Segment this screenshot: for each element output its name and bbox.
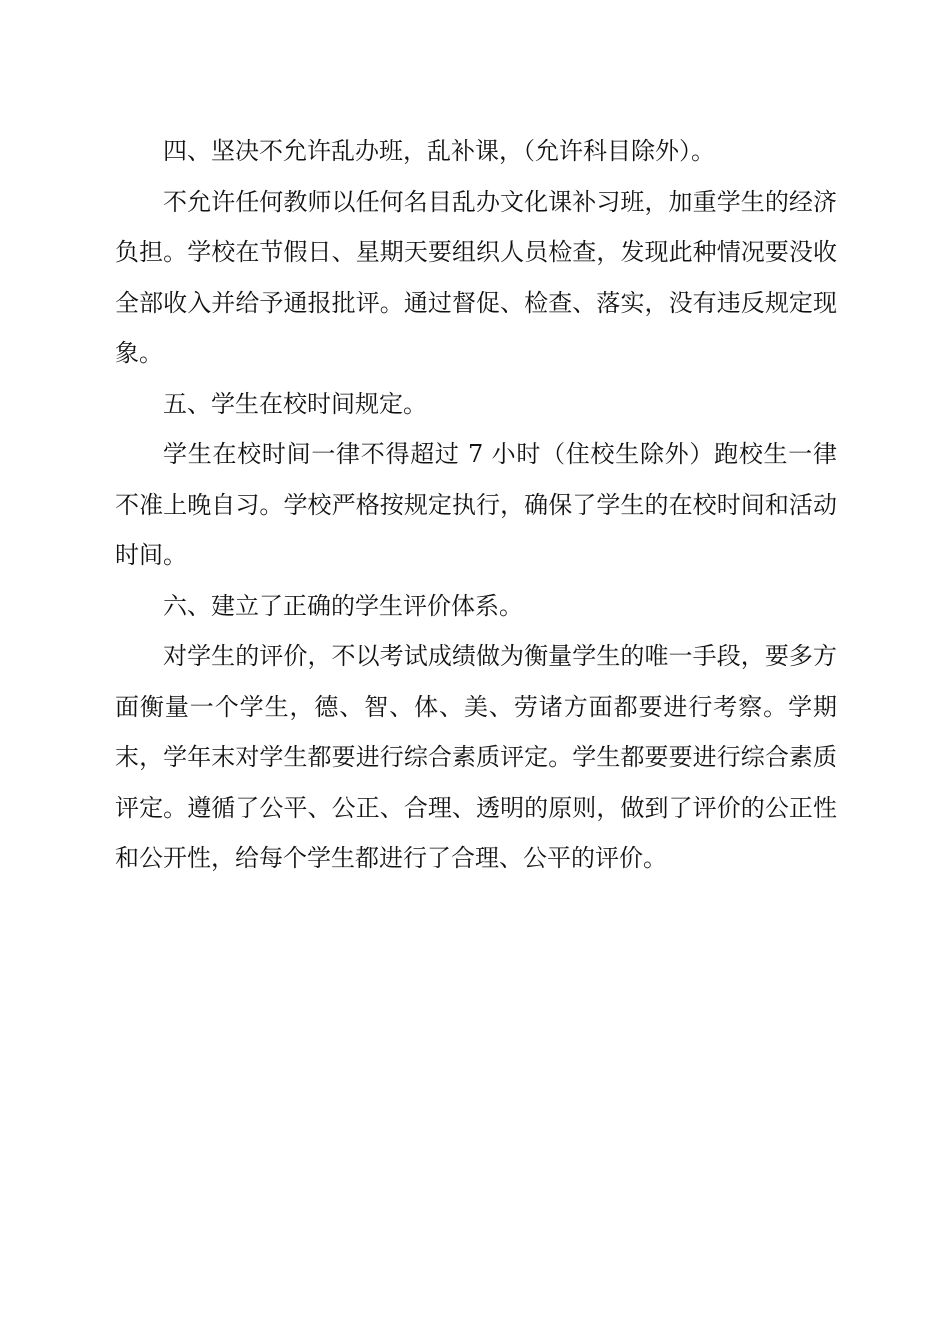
document-body (115, 126, 837, 884)
paragraph-evaluation-system: 对学生的评价，不以考试成绩做为衡量学生的唯一手段，要多方面衡量一个学生，德、智、体、美、劳诸方面都要进行考察。学期末，学年末对学生都要进行综合素质评定。学生都要要进行综合素质评定。遵循了公平、公正、合理、透明的原则，做到了评价的公正性和公开性，给每个学生都进行了合理、公平的评价。 (115, 642, 837, 872)
heading-five: 五、学生在校时间规定。 (163, 389, 427, 418)
heading-six: 六、建立了正确的学生评价体系。 (163, 591, 523, 620)
paragraph-tutoring-rule: 不允许任何教师以任何名目乱办文化课补习班，加重学生的经济负担。学校在节假日、星期天要组织人员检查，发现此种情况要没收全部收入并给予通报批评。通过督促、检查、落实，没有违反规定现象。 (115, 187, 837, 367)
heading-four: 四、坚决不允许乱办班，乱补课，（允许科目除外）。 (163, 137, 715, 165)
paragraph-school-time-rule: 学生在校时间一律不得超过 7 小时（住校生除外）跑校生一律不准上晚自习。学校严格按规定执行，确保了学生的在校时间和活动时间。 (115, 440, 837, 569)
